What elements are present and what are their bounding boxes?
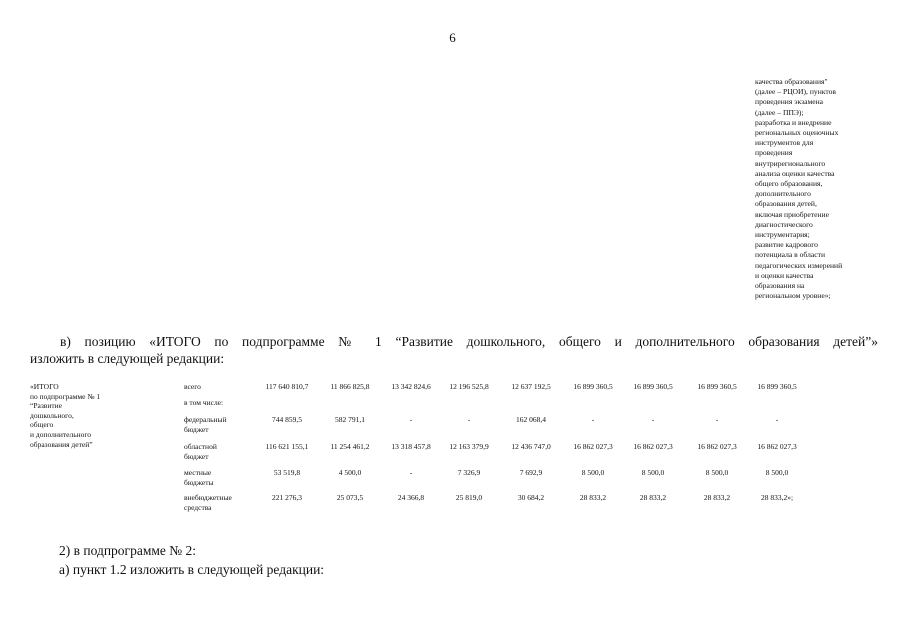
right-column-line: развитие кадрового [755, 240, 818, 250]
table-row-label-line: бюджет [184, 424, 209, 434]
table-cell: 24 366,8 [397, 493, 425, 502]
right-column-line: проведения [755, 148, 793, 158]
table-row-label [184, 442, 254, 461]
right-column-line: региональном уровне»; [755, 291, 831, 301]
table-row-label-line: бюджет [184, 451, 209, 461]
table-cell: 16 862 027,3 [697, 442, 737, 451]
table-label-line: по подпрограмме № 1 [30, 391, 101, 401]
page-number: 6 [449, 30, 456, 45]
table-row-label-line: внебюджетные [184, 493, 232, 502]
table-cell: 16 862 027,3 [573, 442, 613, 451]
table-row-label [184, 382, 254, 392]
table-row-label [184, 468, 254, 487]
table-cell: 8 500,0 [581, 468, 605, 477]
right-column-line: разработка и внедрение [755, 117, 832, 127]
table-cell: 582 791,1 [335, 415, 365, 424]
right-column-line: диагностического [755, 219, 813, 229]
paragraph-v-line-1: в) позицию «ИТОГО по подпрограмме № 1 “Развитие дошкольного, общего и дополнительного образования детей”» [60, 334, 878, 349]
table-label-line: «ИТОГО [30, 382, 59, 391]
table-cell: 28 833,2»; [760, 493, 794, 502]
table-cell: 8 500,0 [641, 468, 665, 477]
table-cell: 162 068,4 [516, 415, 546, 424]
table-cell: - [467, 415, 471, 424]
table-row-label-itogo [30, 382, 160, 449]
table-row-label-line: областной [184, 442, 217, 451]
table-cell: 16 862 027,3 [757, 442, 797, 451]
right-column-line: педагогических измерений [755, 260, 843, 270]
right-column-line: анализа оценки качества [755, 168, 835, 178]
table-row-label-line: средства [184, 502, 212, 512]
table-cell: 16 899 360,5 [757, 382, 797, 391]
table-cell: 12 637 192,5 [511, 382, 551, 391]
table-cell: 16 862 027,3 [633, 442, 673, 451]
table-cell: 53 519,8 [273, 468, 301, 477]
table-label-line: “Развитие [30, 401, 62, 411]
table-label-line: образования детей” [30, 439, 93, 449]
table-cell: 16 899 360,5 [573, 382, 613, 391]
table-row-label-line: федеральный [184, 415, 227, 424]
paragraph-v-line-2: изложить в следующей редакции: [30, 351, 225, 366]
table-cell: 28 833,2 [579, 493, 607, 502]
table-cell: 28 833,2 [703, 493, 731, 502]
right-column-line: инструментов для [755, 138, 814, 148]
table-cell: - [591, 415, 595, 424]
table-cell: 117 640 810,7 [265, 382, 309, 391]
right-column-line: проведения экзамена [755, 97, 824, 107]
table-row-label-line: всего [184, 382, 201, 391]
right-column-line: инструментария; [755, 230, 810, 240]
right-column-line: образования детей, [755, 199, 817, 209]
table-cell: - [651, 415, 655, 424]
right-column-line: внутрирегионального [755, 158, 826, 168]
paragraph-2: 2) в подпрограмме № 2: [59, 543, 197, 558]
paragraph-v [30, 333, 878, 367]
table-row-label-line: местные [184, 468, 212, 477]
right-column-line: общего образования, [755, 179, 823, 189]
table-cell: 11 866 825,8 [330, 382, 370, 391]
table-cell: 744 859,5 [272, 415, 302, 424]
table-label-line: и дополнительного [30, 429, 92, 439]
table-cell: 8 500,0 [765, 468, 789, 477]
table-cell: 4 500,0 [338, 468, 362, 477]
table-cell: 221 276,3 [272, 493, 302, 502]
right-column-line: включая приобретение [755, 209, 829, 219]
table-cell: 30 684,2 [517, 493, 545, 502]
table-cell: 11 254 461,2 [330, 442, 370, 451]
right-column-line: и оценки качества [755, 270, 814, 280]
table-cell: 8 500,0 [705, 468, 729, 477]
table-row-label-line: в том числе: [184, 398, 224, 407]
table-cell: 25 073,5 [336, 493, 364, 502]
table-cell: 7 692,9 [519, 468, 543, 477]
table-cell: - [775, 415, 779, 424]
right-column-line: дополнительного [755, 189, 811, 199]
table-cell: 7 326,9 [457, 468, 481, 477]
table-row-label-line: бюджеты [184, 477, 214, 487]
table-cell: 12 196 525,8 [449, 382, 489, 391]
table-label-line: дошкольного, [30, 410, 74, 420]
right-column-line: (далее – ППЭ); [755, 107, 804, 117]
paragraph-a: а) пункт 1.2 изложить в следующей редакции: [59, 562, 325, 577]
table-cell: - [715, 415, 719, 424]
table-cell: 13 342 824,6 [391, 382, 431, 391]
right-column-text [755, 77, 885, 301]
table-row-label [184, 415, 254, 434]
table-cell: - [409, 468, 413, 477]
table-cell: 16 899 360,5 [697, 382, 737, 391]
right-column-line: образования на [755, 281, 805, 291]
table-cell: 116 621 155,1 [265, 442, 309, 451]
right-column-line: потенциала в области [755, 250, 826, 260]
table-cell: - [409, 415, 413, 424]
table-cell: 13 318 457,8 [391, 442, 431, 451]
table-cell: 12 436 747,0 [511, 442, 551, 451]
table-row-label [184, 493, 254, 512]
right-column-line: региональных оценочных [755, 128, 839, 138]
right-column-line: качества образования" [755, 77, 828, 86]
table-label-line: общего [30, 420, 54, 430]
table-cell: 16 899 360,5 [633, 382, 673, 391]
table-cell: 12 163 379,9 [449, 442, 489, 451]
table-cell: 25 819,0 [455, 493, 483, 502]
right-column-line: (далее – РЦОИ), пунктов [755, 87, 836, 97]
table-row-label [184, 398, 254, 408]
table-cell: 28 833,2 [639, 493, 667, 502]
